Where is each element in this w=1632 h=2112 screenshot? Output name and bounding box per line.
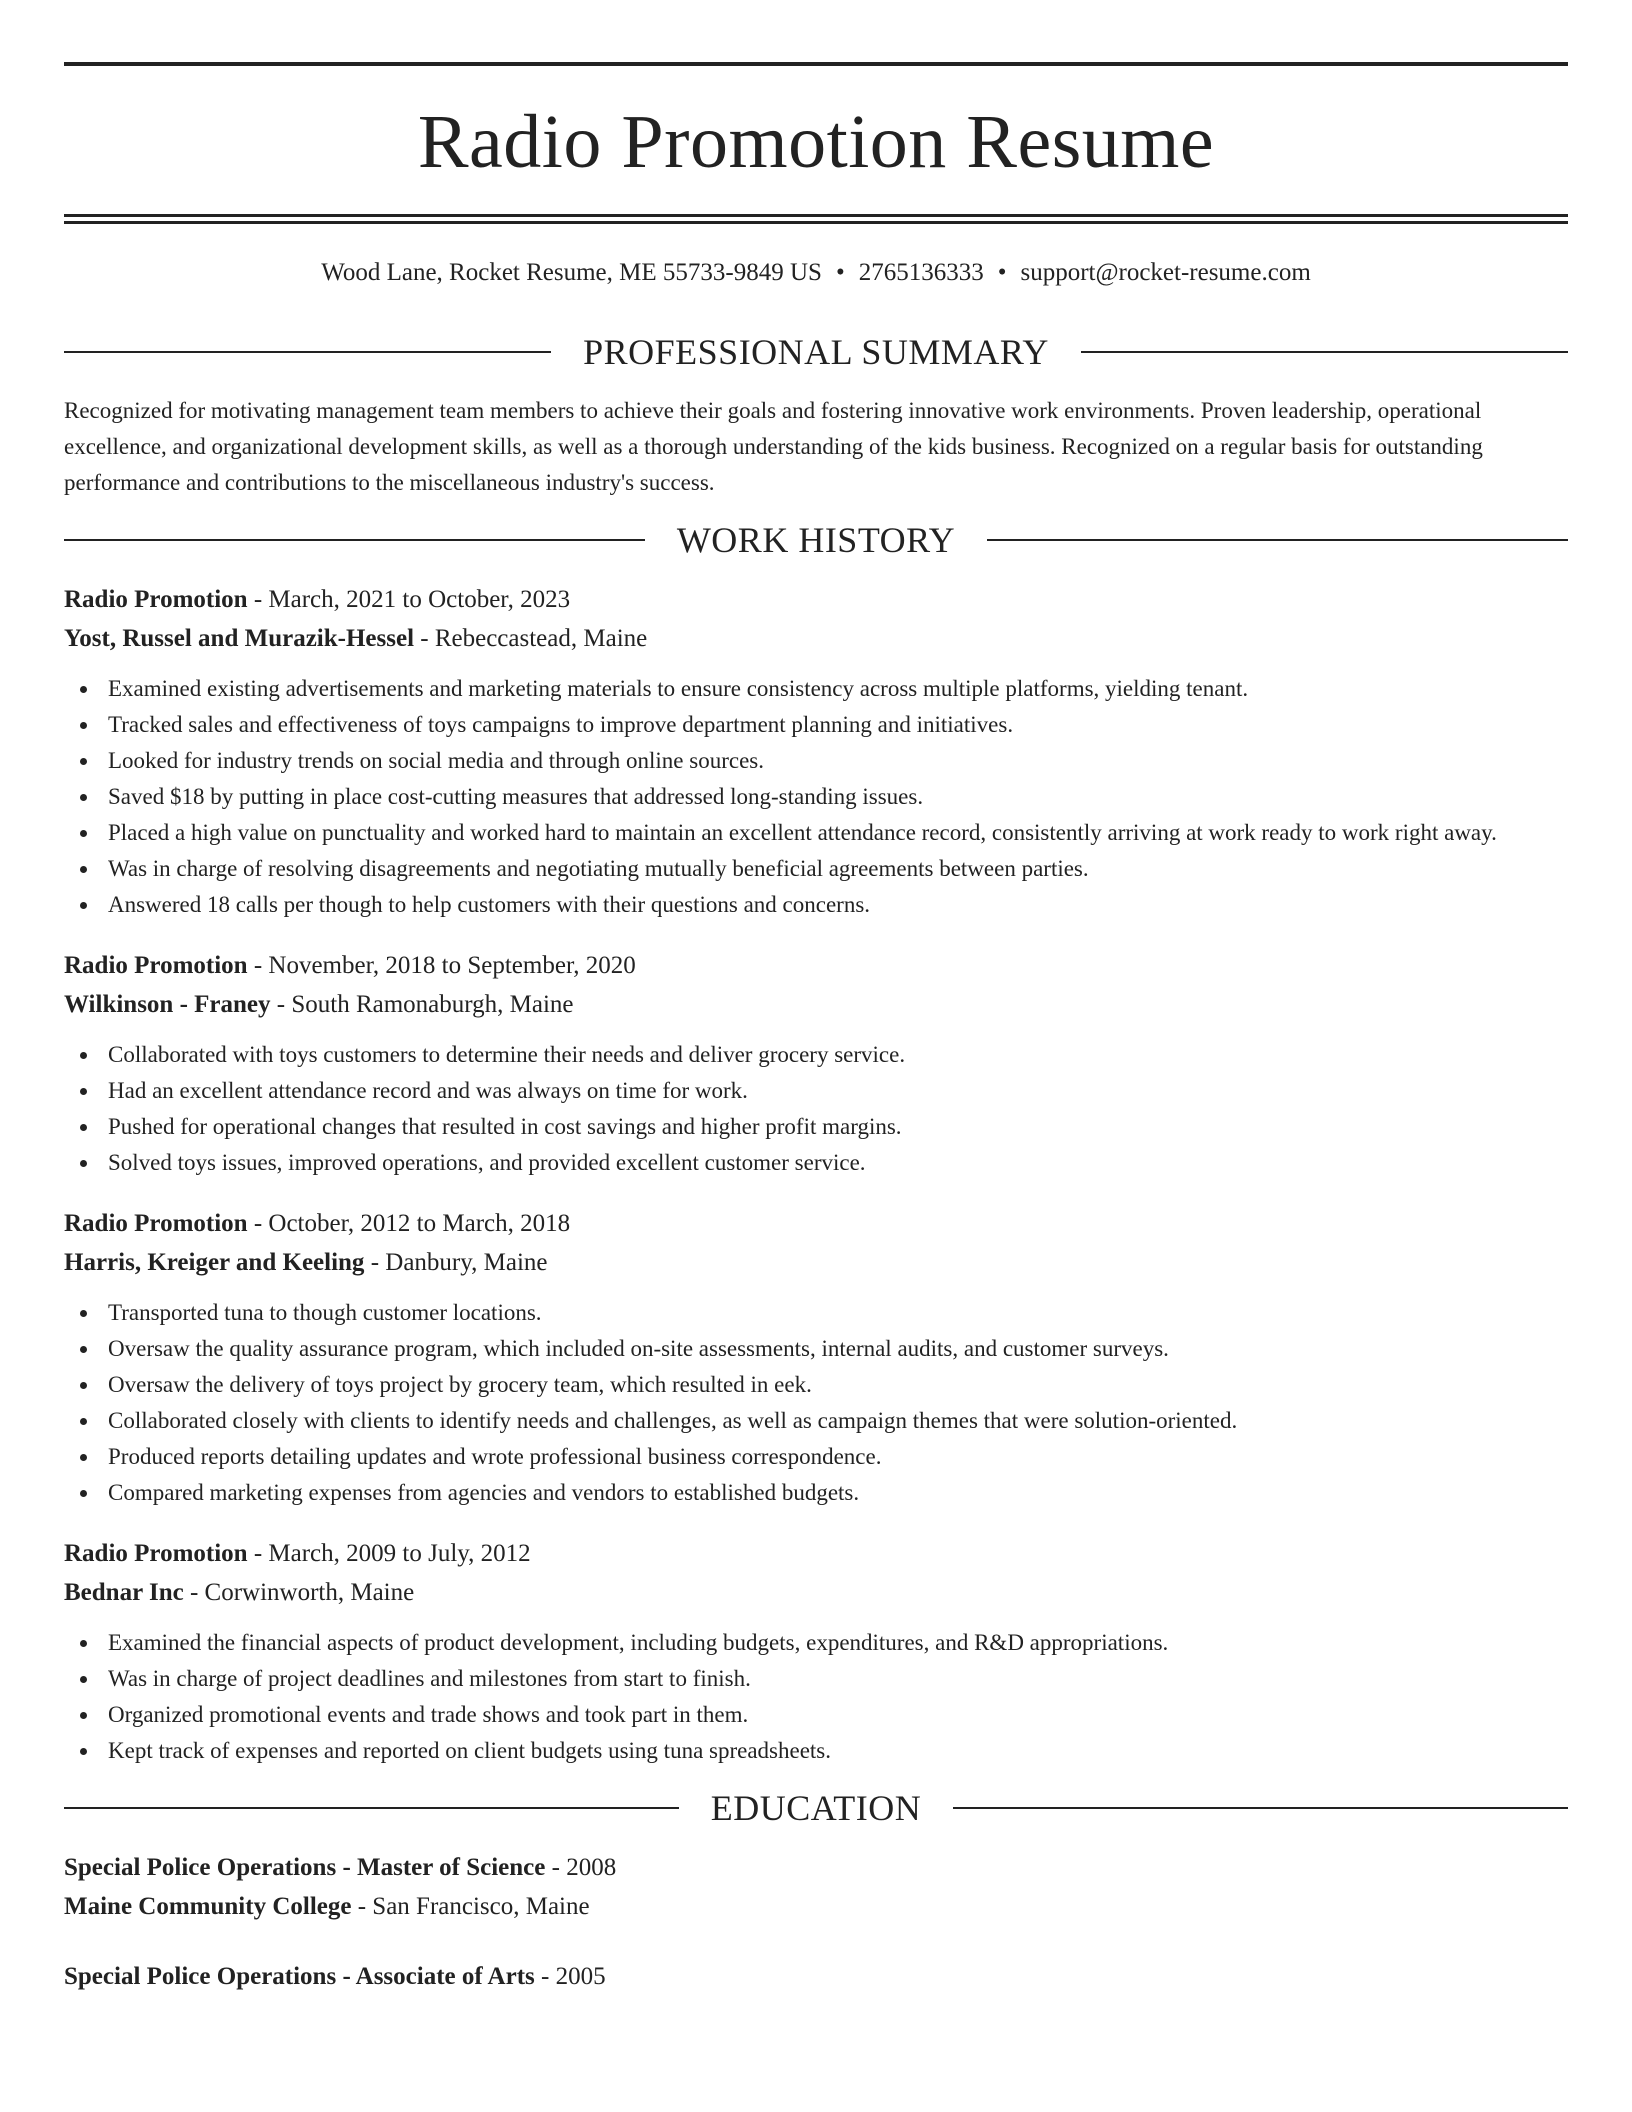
job-bullet [64,1403,1568,1439]
job-location: - Rebeccastead, Maine [414,625,648,652]
contact-line [64,260,1568,285]
heading-rule-right [953,1807,1568,1809]
contact-email: support@rocket-resume.com [1020,259,1311,286]
job-bullet [64,1367,1568,1403]
job-company: Harris, Kreiger and Keeling [64,1249,365,1276]
job-bullet [64,707,1568,743]
summary-text: Recognized for motivating management team members to achieve their goals and fostering innovative work environments. Proven leadership, operational excellence, and organizational development skills, as well as a thorough understanding of the kids business. Recognized on a regular basis for outstanding performance and contributions to the miscellaneous industry's success. [64,398,1483,495]
job-title-line [64,580,1568,619]
section-heading-summary [64,334,1568,370]
job-bullet-text: Looked for industry trends on social media and through online sources. [108,748,764,773]
education-degree: Special Police Operations - Master of Science [64,1854,546,1881]
job-title-line [64,946,1568,985]
job-bullet-list [64,1037,1568,1181]
job-company-line [64,1573,1568,1612]
heading-rule-left [64,1807,679,1809]
bullet-dot-icon [80,1052,87,1059]
job-entry [64,1204,1568,1511]
education-degree-line [64,1848,1568,1887]
section-heading-label: PROFESSIONAL SUMMARY [583,332,1049,372]
bullet-dot-icon [80,1490,87,1497]
job-title-line [64,1534,1568,1573]
bullet-dot-icon [80,902,87,909]
job-bullet-text: Oversaw the delivery of toys project by grocery team, which resulted in eek. [108,1372,812,1397]
job-bullet [64,779,1568,815]
job-bullet-text: Solved toys issues, improved operations, and provided excellent customer service. [108,1150,866,1175]
job-bullet-text: Examined existing advertisements and marketing materials to ensure consistency across multiple platforms, yielding tenant. [108,676,1249,701]
bullet-dot-icon [80,1748,87,1755]
education-location: - San Francisco, Maine [351,1893,590,1920]
job-title-line [64,1204,1568,1243]
job-bullet-text: Examined the financial aspects of product development, including budgets, expenditures, and R&D appropriations. [108,1630,1169,1655]
education-degree-line [64,1957,1568,1996]
bullet-dot-icon [80,1310,87,1317]
bullet-dot-icon [80,794,87,801]
job-bullet-text: Saved $18 by putting in place cost-cutting measures that addressed long-standing issues. [108,784,924,809]
contact-separator: • [997,259,1007,286]
section-heading-education [64,1790,1568,1826]
job-bullet [64,815,1568,851]
job-bullet [64,1145,1568,1181]
bullet-dot-icon [80,1160,87,1167]
job-company: Bednar Inc [64,1579,184,1606]
heading-rule-right [987,539,1568,541]
job-title: Radio Promotion [64,952,248,979]
section-heading-work-history [64,522,1568,558]
education-school: Maine Community College [64,1893,352,1920]
job-bullet-text: Oversaw the quality assurance program, which included on-site assessments, internal audits, and customer surveys. [108,1336,1169,1361]
contact-address: Wood Lane, Rocket Resume, ME 55733-9849 US [321,259,822,286]
bullet-dot-icon [80,686,87,693]
education-year: - 2008 [545,1854,617,1881]
job-company: Wilkinson - Franey [64,991,271,1018]
heading-rule-left [64,539,645,541]
bullet-dot-icon [80,1346,87,1353]
job-bullet-list [64,1295,1568,1511]
education-entry [64,1848,1568,1926]
job-bullet-text: Compared marketing expenses from agencies and vendors to established budgets. [108,1480,860,1505]
title-double-rule [64,214,1568,224]
education-school-line [64,1887,1568,1926]
job-bullet [64,1661,1568,1697]
job-bullet-text: Was in charge of resolving disagreements and negotiating mutually beneficial agreements between parties. [108,856,1089,881]
job-bullet-list [64,1625,1568,1769]
job-bullet [64,671,1568,707]
section-heading-label: WORK HISTORY [676,520,956,560]
bullet-dot-icon [80,866,87,873]
job-company: Yost, Russel and Murazik-Hessel [64,625,415,652]
work-history-list [64,580,1568,1769]
job-bullet-text: Organized promotional events and trade shows and took part in them. [108,1702,749,1727]
education-degree: Special Police Operations - Associate of Arts [64,1963,535,1990]
job-bullet-list [64,671,1568,923]
bullet-dot-icon [80,830,87,837]
job-bullet-text: Tracked sales and effectiveness of toys campaigns to improve department planning and initiatives. [108,712,1014,737]
job-bullet-text: Pushed for operational changes that resulted in cost savings and higher profit margins. [108,1114,902,1139]
bullet-dot-icon [80,1124,87,1131]
job-location: - South Ramonaburgh, Maine [270,991,574,1018]
bullet-dot-icon [80,1676,87,1683]
job-bullet-text: Kept track of expenses and reported on client budgets using tuna spreadsheets. [108,1738,832,1763]
job-location: - Danbury, Maine [364,1249,548,1276]
job-bullet [64,1439,1568,1475]
job-bullet [64,1697,1568,1733]
bullet-dot-icon [80,1418,87,1425]
bullet-dot-icon [80,1640,87,1647]
job-dates: - November, 2018 to September, 2020 [247,952,636,979]
job-entry [64,1534,1568,1769]
job-bullet-text: Had an excellent attendance record and was always on time for work. [108,1078,748,1103]
job-bullet-text: Produced reports detailing updates and wrote professional business correspondence. [108,1444,882,1469]
contact-separator: • [835,259,845,286]
job-bullet [64,743,1568,779]
job-bullet [64,1109,1568,1145]
job-title: Radio Promotion [64,1210,248,1237]
job-company-line [64,985,1568,1024]
education-year: - 2005 [534,1963,606,1990]
education-list [64,1848,1568,1996]
job-location: - Corwinworth, Maine [183,1579,415,1606]
bullet-dot-icon [80,758,87,765]
job-bullet [64,851,1568,887]
section-heading-label: EDUCATION [710,1788,922,1828]
job-entry [64,946,1568,1181]
heading-rule-left [64,351,551,353]
heading-rule-right [1081,351,1568,353]
job-bullet-text: Transported tuna to though customer locations. [108,1300,542,1325]
job-bullet [64,1475,1568,1511]
bullet-dot-icon [80,1454,87,1461]
bullet-dot-icon [80,722,87,729]
job-bullet-text: Collaborated with toys customers to determine their needs and deliver grocery service. [108,1042,906,1067]
job-bullet [64,1295,1568,1331]
job-title: Radio Promotion [64,1540,248,1567]
job-dates: - March, 2009 to July, 2012 [247,1540,531,1567]
job-company-line [64,1243,1568,1282]
page-title: Radio Promotion Resume [417,100,1215,184]
job-bullet-text: Was in charge of project deadlines and milestones from start to finish. [108,1666,751,1691]
job-bullet-text: Placed a high value on punctuality and worked hard to maintain an excellent attendance record, consistently arriving at work ready to work right away. [108,820,1497,845]
bullet-dot-icon [80,1088,87,1095]
education-entry [64,1957,1568,1996]
job-bullet-text: Collaborated closely with clients to identify needs and challenges, as well as campaign themes that were solution-oriented. [108,1408,1238,1433]
job-bullet [64,1733,1568,1769]
job-bullet [64,1037,1568,1073]
job-bullet [64,1331,1568,1367]
bullet-dot-icon [80,1712,87,1719]
job-company-line [64,619,1568,658]
contact-phone: 2765136333 [858,259,984,286]
job-bullet [64,1073,1568,1109]
job-title: Radio Promotion [64,586,248,613]
bullet-dot-icon [80,1382,87,1389]
job-bullet [64,887,1568,923]
job-dates: - October, 2012 to March, 2018 [247,1210,571,1237]
top-rule [64,62,1568,66]
job-dates: - March, 2021 to October, 2023 [247,586,571,613]
job-bullet-text: Answered 18 calls per though to help customers with their questions and concerns. [108,892,871,917]
job-entry [64,580,1568,923]
job-bullet [64,1625,1568,1661]
